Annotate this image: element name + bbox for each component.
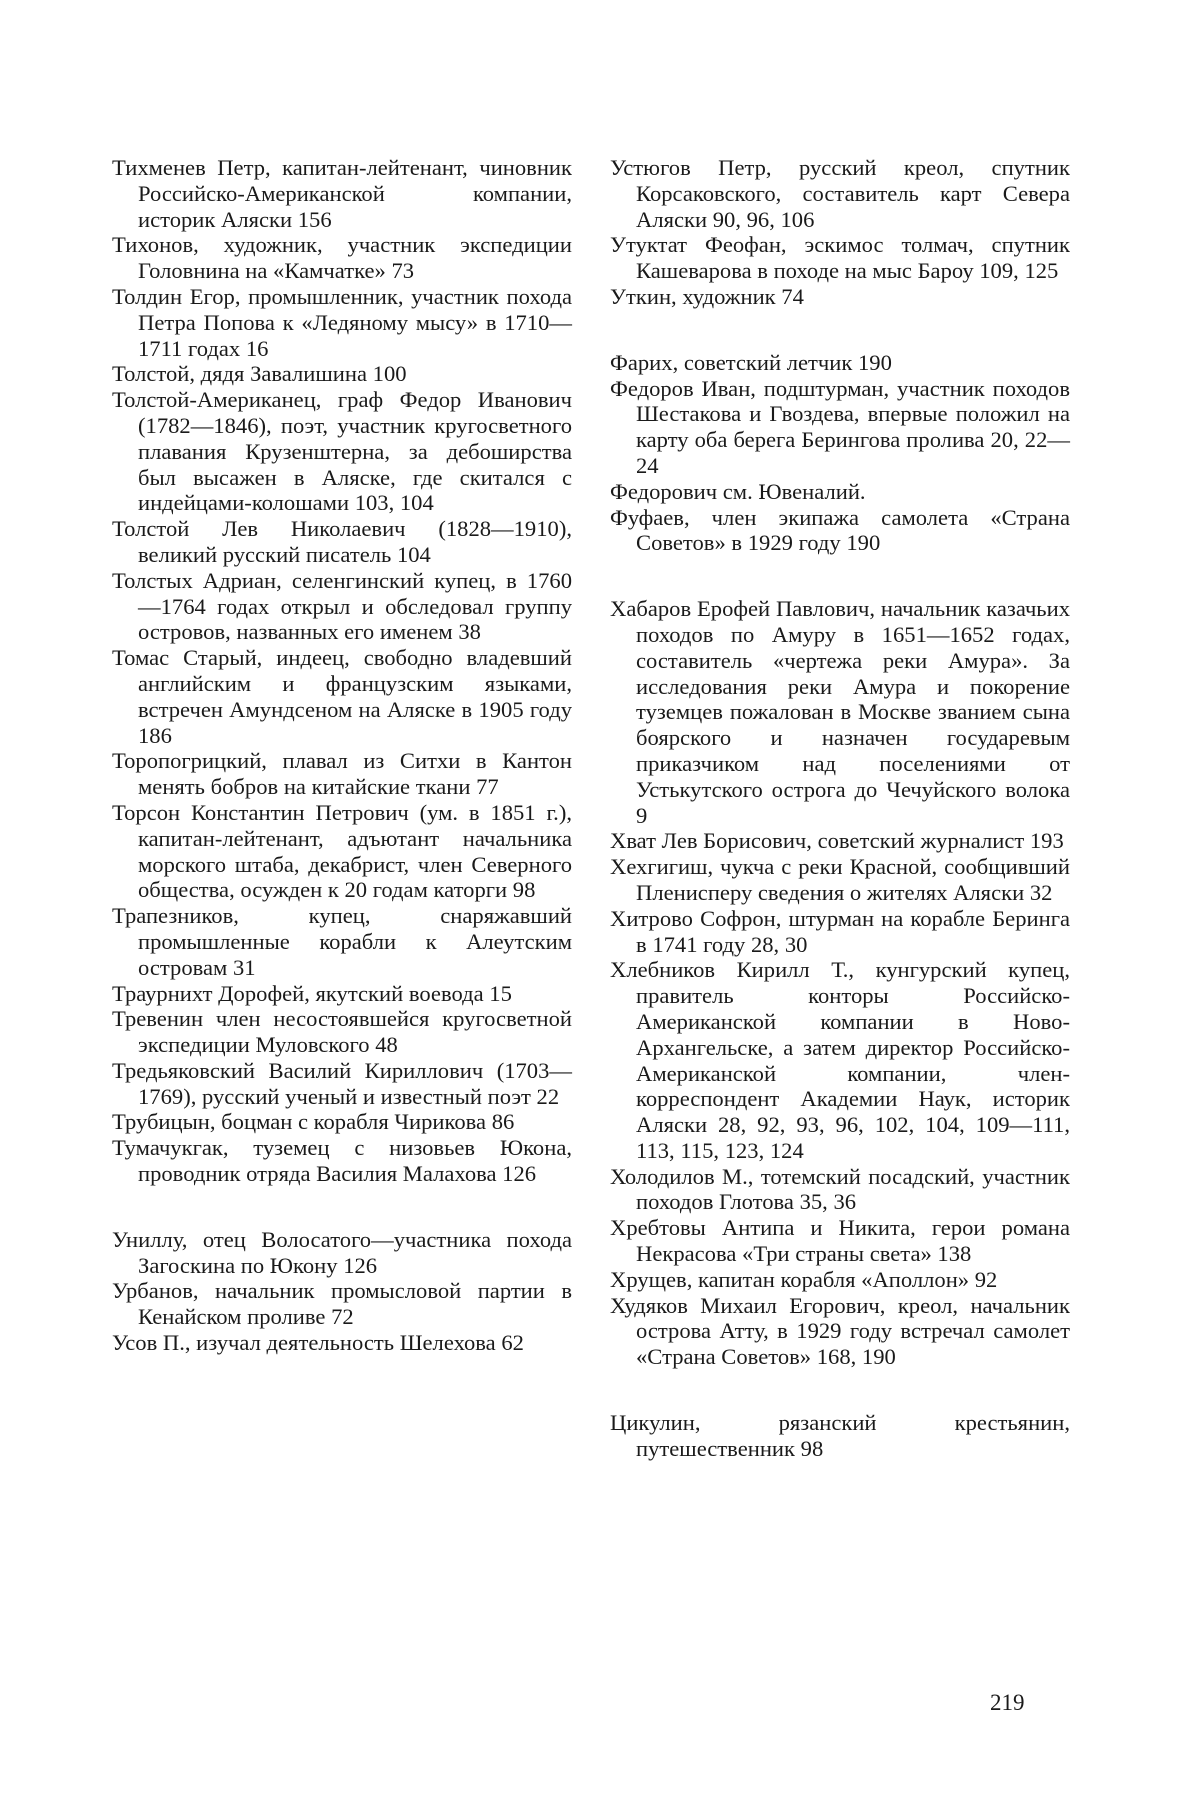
index-entry: Толстой, дядя Завалишина 100: [112, 361, 407, 387]
page-number: 219: [990, 1690, 1025, 1715]
index-entry: Торсон Константин Петрович (ум. в 1851 г.), капитан-лейтенант, адъютант начальника морского штаба, декабрист, член Северного общества, осужден к 20 годам каторги 98: [112, 799, 572, 903]
index-entry: Усов П., изучал деятельность Шелехова 62: [112, 1330, 524, 1356]
index-entry: Хитрово Софрон, штурман на корабле Беринга в 1741 году 28, 30: [610, 905, 1070, 957]
index-entry: Тихонов, художник, участник экспедиции Головнина на «Камчатке» 73: [112, 232, 572, 284]
section-gap: [112, 1187, 572, 1227]
index-entry: Федоров Иван, подштурман, участник походов Шестакова и Гвоздева, впервые положил на карту оба берега Берингова пролива 20, 22—24: [610, 375, 1070, 478]
index-entry: Толдин Егор, промышленник, участник похода Петра Попова к «Ледяному мысу» в 1710—1711 годах 16: [112, 283, 572, 361]
index-entry: Толстой-Американец, граф Федор Иванович (1782—1846), поэт, участник кругосветного плавания Крузенштерна, за дебоширства был высажен в Аляске, где скитался с индейцами-колошами 103, 104: [112, 387, 572, 516]
index-entry: Холодилов М., тотемский посадский, участник походов Глотова 35, 36: [610, 1163, 1070, 1215]
section-gap: [610, 1370, 1070, 1410]
index-page: [112, 155, 1092, 1715]
index-entry: Худяков Михаил Егорович, креол, начальник острова Атту, в 1929 году встречал самолет «Страна Советов» 168, 190: [610, 1292, 1070, 1370]
index-entry: Тредьяковский Василий Кириллович (1703—1769), русский ученый и известный поэт 22: [112, 1057, 572, 1109]
index-entry: Толстых Адриан, селенгинский купец, в 1760—1764 годах открыл и обследовал группу островов, названных его именем 38: [112, 567, 572, 645]
index-entry: Хребтовы Антипа и Никита, герои романа Некрасова «Три страны света» 138: [610, 1215, 1070, 1267]
index-entry: Утуктат Феофан, эскимос толмач, спутник Кашеварова в походе на мыс Бароу 109, 125: [610, 232, 1070, 284]
index-entry: Униллу, отец Волосатого—участника похода Загоскина по Юкону 126: [112, 1226, 572, 1278]
index-entry: Цикулин, рязанский крестьянин, путешественник 98: [610, 1410, 1070, 1461]
index-entry: Толстой Лев Николаевич (1828—1910), великий русский писатель 104: [112, 516, 572, 567]
index-entry: Тихменев Петр, капитан-лейтенант, чиновник Российско-Американской компании, историк Аляски 156: [112, 155, 572, 232]
index-entry: Торопогрицкий, плавал из Ситхи в Кантон менять бобров на китайские ткани 77: [112, 748, 572, 800]
index-entry: Томас Старый, индеец, свободно владевший английским и французским языками, встречен Амундсеном на Аляске в 1905 году 186: [112, 645, 572, 748]
index-entry: Хват Лев Борисович, советский журналист 193: [610, 828, 1064, 854]
index-entry: Трубицын, боцман с корабля Чирикова 86: [112, 1109, 515, 1135]
index-entry: Урбанов, начальник промысловой партии в Кенайском проливе 72: [112, 1278, 572, 1330]
index-entry: Хрущев, капитан корабля «Аполлон» 92: [610, 1266, 998, 1292]
index-entry: Уткин, художник 74: [610, 283, 804, 309]
index-entry: Фуфаев, член экипажа самолета «Страна Советов» в 1929 году 190: [610, 504, 1070, 556]
index-entry: Траурнихт Дорофей, якутский воевода 15: [112, 980, 512, 1006]
index-entry: Тумачукгак, туземец с низовьев Юкона, проводник отряда Василия Малахова 126: [112, 1135, 572, 1187]
index-entry: Тревенин член несостоявшейся кругосветной экспедиции Муловского 48: [112, 1006, 572, 1058]
index-entry: Устюгов Петр, русский креол, спутник Корсаковского, составитель карт Севера Аляски 90, 96, 106: [610, 155, 1070, 232]
left-column: [112, 155, 572, 1356]
index-entry: Хлебников Кирилл Т., кунгурский купец, правитель конторы Российско-Американской компании в Ново-Архангельске, а затем директор Российско-Американской компании, член-корреспондент Академии Наук, историк Аляски 28, 92, 93, 96, 102, 104, 109—111, 113, 115, 123, 124: [610, 957, 1070, 1163]
index-entry: Фарих, советский летчик 190: [610, 349, 892, 375]
section-gap: [610, 556, 1070, 596]
right-column: [610, 155, 1070, 1462]
index-entry: Трапезников, купец, снаряжавший промышленные корабли к Алеутским островам 31: [112, 903, 572, 980]
section-gap: [610, 310, 1070, 350]
index-entry: Хабаров Ерофей Павлович, начальник казачьих походов по Амуру в 1651—1652 годах, составитель «чертежа реки Амура». За исследования реки Амура и покорение туземцев пожалован в Москве званием сына боярского и назначен государевым приказчиком над поселениями от Устькутского острога до Чечуйского волока 9: [610, 596, 1070, 828]
index-entry: Хехгигиш, чукча с реки Красной, сообщивший Пленисперу сведения о жителях Аляски 32: [610, 854, 1070, 905]
index-entry: Федорович см. Ювеналий.: [610, 478, 866, 504]
